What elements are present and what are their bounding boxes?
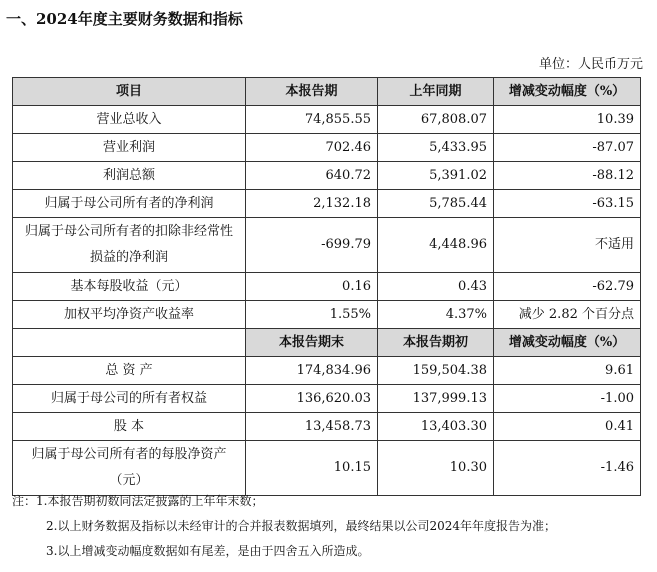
change-value: 9.61 xyxy=(494,357,641,385)
current-value: 2,132.18 xyxy=(246,190,378,218)
current-value: 10.15 xyxy=(246,441,378,496)
current-value: 74,855.55 xyxy=(246,106,378,134)
previous-value: 4,448.96 xyxy=(378,218,494,273)
change-value: 不适用 xyxy=(494,218,641,273)
header-cell: 本报告期末 xyxy=(246,329,378,357)
footnote: 3.以上增减变动幅度数据如有尾差，是由于四舍五入所造成。 xyxy=(46,544,370,558)
change-value: -63.15 xyxy=(494,190,641,218)
row-label: 归属于母公司所有者的扣除非经常性损益的净利润 xyxy=(13,218,246,273)
current-value: 13,458.73 xyxy=(246,413,378,441)
change-value: -1.00 xyxy=(494,385,641,413)
footnote: 注：1.本报告期初数同法定披露的上年年末数； xyxy=(12,494,264,508)
change-value: 减少 2.82 个百分点 xyxy=(494,301,641,329)
change-value: 10.39 xyxy=(494,106,641,134)
previous-value: 5,785.44 xyxy=(378,190,494,218)
current-value: 702.46 xyxy=(246,134,378,162)
current-value: 640.72 xyxy=(246,162,378,190)
table-row xyxy=(13,385,641,413)
footnote: 2.以上财务数据及指标以未经审计的合并报表数据填列，最终结果以公司2024年年度报告为准； xyxy=(46,519,556,533)
current-value: 1.55% xyxy=(246,301,378,329)
table-header-row xyxy=(13,78,641,106)
previous-value: 0.43 xyxy=(378,273,494,301)
table-row xyxy=(13,218,641,273)
table-row xyxy=(13,441,641,496)
table-row xyxy=(13,357,641,385)
table-row xyxy=(13,162,641,190)
current-value: 136,620.03 xyxy=(246,385,378,413)
unit-label: 单位：人民币万元 xyxy=(538,57,643,72)
table-row xyxy=(13,190,641,218)
previous-value: 10.30 xyxy=(378,441,494,496)
table-row xyxy=(13,273,641,301)
change-value: -1.46 xyxy=(494,441,641,496)
table-row xyxy=(13,106,641,134)
change-value: -62.79 xyxy=(494,273,641,301)
header-cell: 上年同期 xyxy=(378,78,494,106)
header-cell: 本报告期 xyxy=(246,78,378,106)
table-subheader-row xyxy=(13,329,641,357)
header-cell: 增减变动幅度（%） xyxy=(494,329,641,357)
row-label: 利润总额 xyxy=(13,162,246,190)
previous-value: 159,504.38 xyxy=(378,357,494,385)
header-cell: 本报告期初 xyxy=(378,329,494,357)
change-value: 0.41 xyxy=(494,413,641,441)
previous-value: 13,403.30 xyxy=(378,413,494,441)
previous-value: 137,999.13 xyxy=(378,385,494,413)
table-row xyxy=(13,413,641,441)
row-label: 营业总收入 xyxy=(13,106,246,134)
header-cell: 增减变动幅度（%） xyxy=(494,78,641,106)
current-value: 174,834.96 xyxy=(246,357,378,385)
table-row xyxy=(13,134,641,162)
change-value: -88.12 xyxy=(494,162,641,190)
row-label: 加权平均净资产收益率 xyxy=(13,301,246,329)
previous-value: 5,433.95 xyxy=(378,134,494,162)
row-label: 总 资 产 xyxy=(13,357,246,385)
header-cell xyxy=(13,329,246,357)
row-label: 基本每股收益（元） xyxy=(13,273,246,301)
footnotes xyxy=(12,489,648,564)
previous-value: 4.37% xyxy=(378,301,494,329)
table-row xyxy=(13,301,641,329)
row-label: 归属于母公司所有者的净利润 xyxy=(13,190,246,218)
row-label: 营业利润 xyxy=(13,134,246,162)
previous-value: 5,391.02 xyxy=(378,162,494,190)
previous-value: 67,808.07 xyxy=(378,106,494,134)
section-heading: 一、2024年度主要财务数据和指标 xyxy=(6,10,243,28)
current-value: -699.79 xyxy=(246,218,378,273)
change-value: -87.07 xyxy=(494,134,641,162)
row-label: 归属于母公司所有者的每股净资产（元） xyxy=(13,441,246,496)
row-label: 归属于母公司的所有者权益 xyxy=(13,385,246,413)
header-cell: 项目 xyxy=(13,78,246,106)
current-value: 0.16 xyxy=(246,273,378,301)
financial-table xyxy=(12,77,641,496)
row-label: 股 本 xyxy=(13,413,246,441)
